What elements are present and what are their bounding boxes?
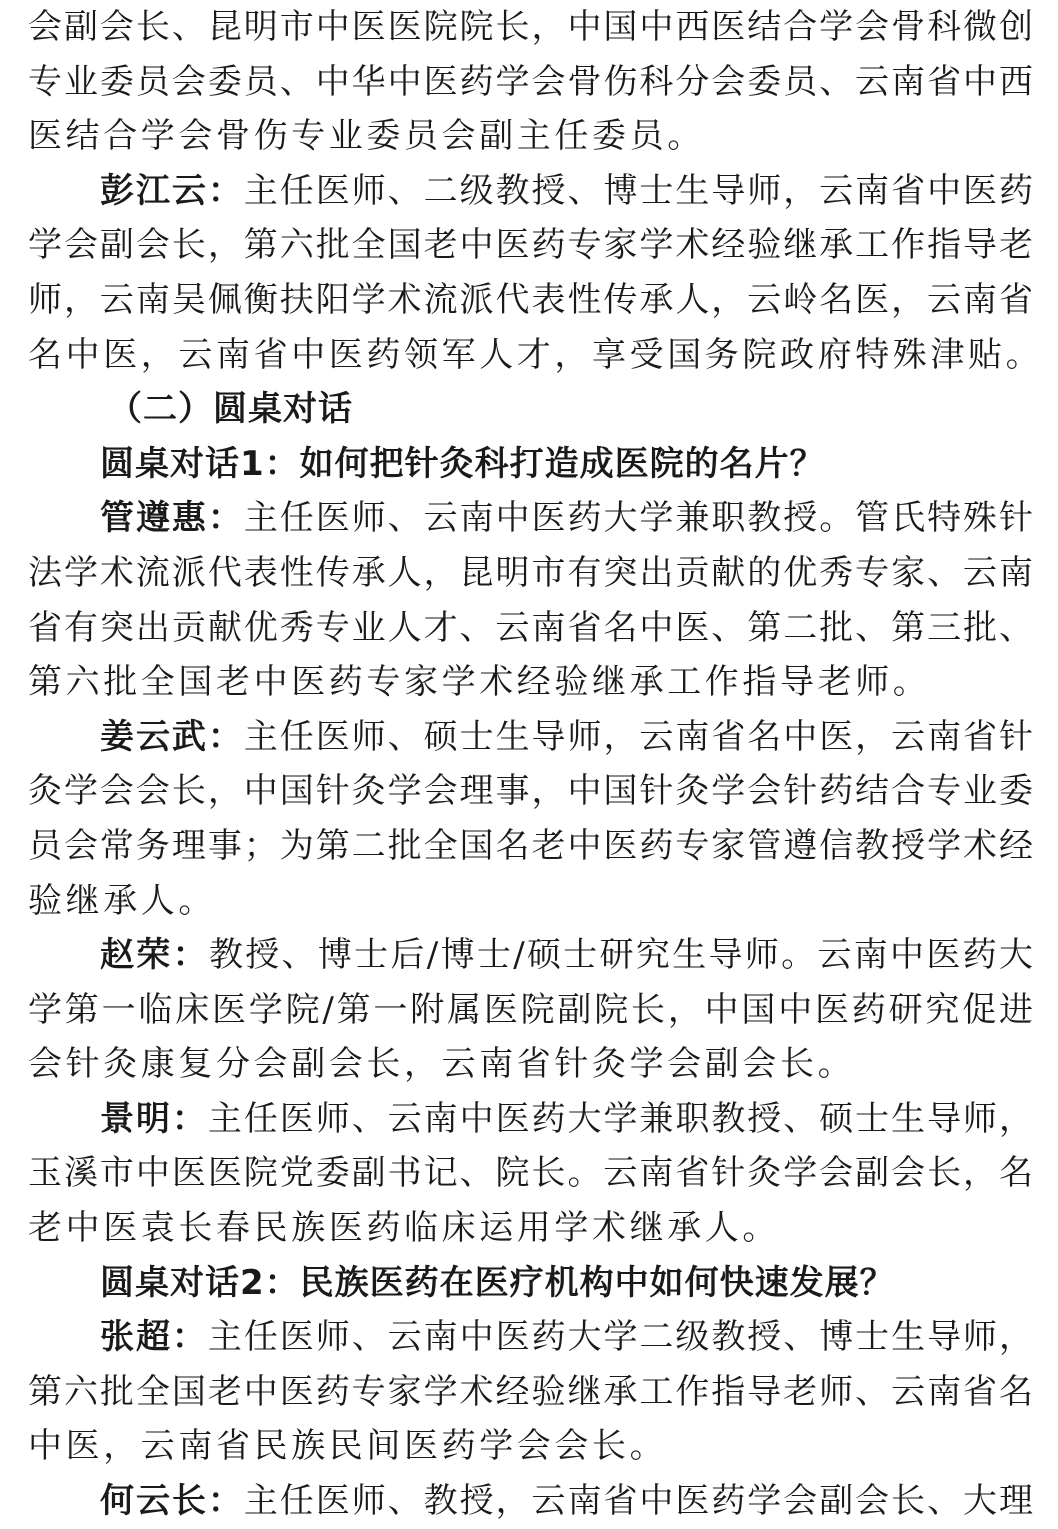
text-line: 管遵惠：主任医师、云南中医药大学兼职教授。管氏特殊针 <box>100 498 1034 539</box>
text-line: 姜云武：主任医师、硕士生导师，云南省名中医，云南省针 <box>100 716 1034 757</box>
intro-paragraph <box>28 0 1033 164</box>
text-line: 何云长：主任医师、教授，云南省中医药学会副会长、大理 <box>100 1481 1034 1522</box>
text-line: 员会常务理事；为第二批全国名老中医药专家管遵信教授学术经 <box>28 825 1033 866</box>
text-line: 张超：主任医师、云南中医药大学二级教授、博士生导师， <box>100 1317 1034 1358</box>
bio-paragraph <box>28 928 1033 1092</box>
bio-paragraph <box>28 1092 1033 1256</box>
section-heading: （二）圆桌对话 <box>108 389 353 430</box>
text-line: 会针灸康复分会副会长，云南省针灸学会副会长。 <box>28 1044 856 1085</box>
text-line: 学会副会长，第六批全国老中医药专家学术经验继承工作指导老 <box>28 225 1033 266</box>
text-line: 赵荣：教授、博士后/博士/硕士研究生导师。云南中医药大 <box>100 935 1033 976</box>
text-line: 省有突出贡献优秀专业人才、云南省名中医、第二批、第三批、 <box>28 607 1033 648</box>
text-line: 灸学会会长，中国针灸学会理事，中国针灸学会针药结合专业委 <box>28 771 1033 812</box>
text-line: 彭江云：主任医师、二级教授、博士生导师，云南省中医药 <box>100 170 1034 211</box>
text-line: 第六批全国老中医药专家学术经验继承工作指导老师。 <box>28 662 931 703</box>
bio-paragraph <box>28 1310 1033 1474</box>
text-line: 名中医，云南省中医药领军人才，享受国务院政府特殊津贴。 <box>28 334 1044 375</box>
person-name: 赵荣： <box>100 935 209 976</box>
text-line: 师，云南吴佩衡扶阳学术流派代表性传承人，云岭名医，云南省 <box>28 279 1033 320</box>
document-page <box>28 0 1044 1529</box>
bio-paragraph <box>28 1474 1033 1529</box>
text-line: 中医，云南省民族民间医药学会会长。 <box>28 1426 668 1467</box>
person-name: 景明： <box>100 1098 208 1139</box>
text-line: 景明：主任医师、云南中医药大学兼职教授、硕士生导师， <box>100 1098 1034 1139</box>
roundtable-title: 圆桌对话1：如何把针灸科打造成医院的名片？ <box>100 443 825 484</box>
text-line: 法学术流派代表性传承人，昆明市有突出贡献的优秀专家、云南 <box>28 552 1033 593</box>
bio-paragraph <box>28 710 1033 928</box>
text-line: 医结合学会骨伤专业委员会副主任委员。 <box>28 116 705 157</box>
text-line: 专业委员会委员、中华中医药学会骨伤科分会委员、云南省中西 <box>28 61 1033 102</box>
text-line: 玉溪市中医医院党委副书记、院长。云南省针灸学会副会长，名 <box>28 1153 1033 1194</box>
person-name: 何云长： <box>100 1481 244 1522</box>
person-name: 管遵惠： <box>100 498 244 539</box>
text-line: 会副会长、昆明市中医医院院长，中国中西医结合学会骨科微创 <box>28 7 1033 47</box>
person-name: 姜云武： <box>100 716 244 757</box>
bio-paragraph <box>28 491 1033 709</box>
person-name: 张超： <box>100 1317 208 1358</box>
bio-paragraph <box>28 164 1044 382</box>
roundtable-title: 圆桌对话2：民族医药在医疗机构中如何快速发展？ <box>100 1262 895 1303</box>
text-line: 学第一临床医学院/第一附属医院副院长，中国中医药研究促进 <box>28 989 1033 1030</box>
text-line: 老中医袁长春民族医药临床运用学术继承人。 <box>28 1208 780 1249</box>
person-name: 彭江云： <box>100 170 244 211</box>
text-line: 第六批全国老中医药专家学术经验继承工作指导老师、云南省名 <box>28 1371 1033 1412</box>
text-line: 验继承人。 <box>28 880 216 921</box>
